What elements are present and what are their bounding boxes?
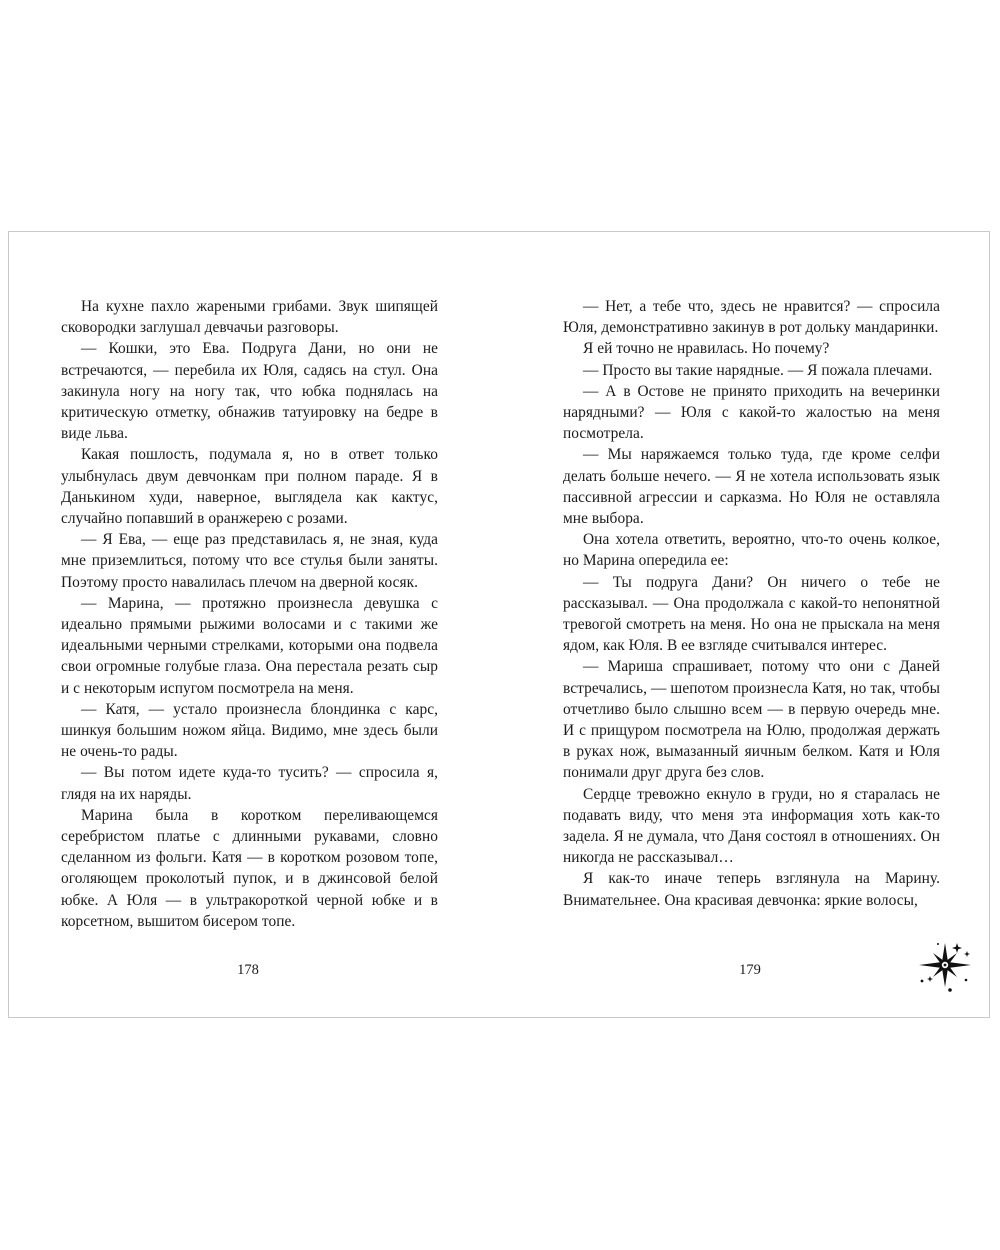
page-number-left: 178 — [237, 962, 259, 978]
paragraph: Какая пошлость, подумала я, но в ответ только улыбнулась двум девчонкам при полном параде. Я в Данькином худи, наверное, выглядела как кактус, случайно попавший в оранжерею с розами. — [61, 446, 438, 528]
paragraph: — Вы потом идете куда-то тусить? — спросила я, глядя на их наряды. — [61, 764, 438, 803]
paragraph: — Просто вы такие нарядные. — Я пожала плечами. — [583, 361, 933, 379]
book-spread — [8, 231, 990, 1018]
paragraph: Я ей точно не нравилась. Но почему? — [583, 340, 830, 358]
page-number-right: 179 — [739, 962, 761, 978]
paragraph: — Я Ева, — еще раз представилась я, не зная, куда мне приземлиться, потому что все стулья были заняты. Поэтому просто навалилась плечом на дверной косяк. — [61, 531, 438, 591]
paragraph: — Ты подруга Дани? Он ничего о тебе не рассказывал. — Она продолжала с какой-то непонятной тревогой смотреть на меня. Но она не прыскала на меня ядом, как Юля. В ее взгляде считывался интерес. — [563, 573, 940, 655]
paragraph: — Мариша спрашивает, потому что они с Даней встречались, — шепотом произнесла Катя, но так, чтобы отчетливо было слышно всем — в первую очередь мне. И с прищуром посмотрела на Юлю, продолжая держать в руках нож, вымазанный яичным белком. Катя и Юля понимали друг друга без слов. — [563, 658, 940, 782]
paragraph: Марина была в коротком переливающемся серебристом платье с длинными рукавами, словно сделанном из фольги. Катя — в коротком розовом топе, оголяющем проколотый пупок, и в джинсовой белой юбке. А Юля — в ультракороткой черной юбке и в корсетном, вышитом бисером топе. — [61, 806, 438, 930]
paragraph: На кухне пахло жареными грибами. Звук шипящей сковородки заглушал девчачьи разговоры. — [61, 298, 438, 337]
paragraph: Сердце тревожно екнуло в груди, но я старалась не подавать виду, что меня эта информация хоть как-то задела. Я не думала, что Даня состоял в отношениях. Он никогда не рассказывал… — [563, 785, 940, 867]
paragraph: — Кошки, это Ева. Подруга Дани, но они не встречаются, — перебила их Юля, садясь на стул. Она закинула ногу на ногу так, что юбка поднялась на критическую отметку, обнажив татуировку на бедре в виде льва. — [61, 340, 438, 443]
paragraph: — Катя, — устало произнесла блондинка с карс, шинкуя большим ножом яйца. Видимо, мне здесь были не очень-то рады. — [61, 700, 438, 761]
compass-star-icon — [914, 934, 976, 996]
right-page — [563, 296, 940, 911]
paragraph: — А в Остове не принято приходить на вечеринки нарядными? — Юля с какой-то жалостью на меня посмотрела. — [563, 382, 940, 443]
paragraph: — Мы наряжаемся только туда, где кроме селфи делать больше нечего. — Я не хотела использовать язык пассивной агрессии и сарказма. Но Юля не оставляла мне выбора. — [563, 446, 940, 528]
paragraph: — Марина, — протяжно произнесла девушка с идеально прямыми рыжими волосами и с такими же идеальными черными стрелками, которыми она подвела свои огромные голубые глаза. Она перестала резать сыр и с некоторым испугом посмотрела на меня. — [61, 594, 438, 697]
left-page — [61, 296, 438, 932]
paragraph: Она хотела ответить, вероятно, что-то очень колкое, но Марина опередила ее: — [563, 531, 940, 570]
paragraph: — Нет, а тебе что, здесь не нравится? — спросила Юля, демонстративно закинув в рот дольку мандаринки. — [563, 298, 940, 337]
paragraph: Я как-то иначе теперь взглянула на Марину. Внимательнее. Она красивая девчонка: яркие волосы, — [563, 870, 940, 909]
